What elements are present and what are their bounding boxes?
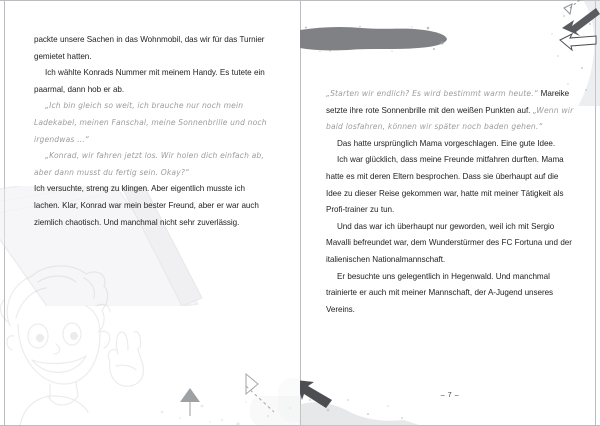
left-page-text-column — [34, 32, 270, 231]
paragraph: Ich versuchte, streng zu klingen. Aber eigentlich musste ich lachen. Klar, Konrad war mein bester Freund, aber er war auch ziemlich chaotisch. Und manchmal nicht sehr zuverlässig. — [34, 184, 259, 227]
paragraph: Ich war glücklich, dass meine Freunde mitfahren durften. Mama hatte es mit deren Eltern besprochen. Dass sie überhaupt auf die Idee zu dieser Reise gekommen war, hatte mit meiner Tätigkeit als Profi-trainer zu tun. — [326, 155, 564, 215]
paragraph: Das hatte ursprünglich Mama vorgeschlagen. Eine gute Idee. — [337, 138, 556, 148]
arrow-outline-small-icon — [564, 0, 582, 14]
right-page-text-column — [326, 86, 574, 318]
right-page — [300, 0, 600, 426]
arrow-outline-white-icon — [560, 34, 596, 50]
paragraph: Er besuchte uns gelegentlich in Hegenwald. Und manchmal trainierte er auch mit meiner Mannschaft, der A-Jugend unseres Vereins. — [326, 271, 554, 314]
paragraph-mixed — [326, 86, 574, 136]
speech-paragraph: „Ich bin gleich so weit, ich brauche nur noch mein Ladekabel, meinen Fanschal, meine Sonnenbrille und noch irgendwas …“ — [34, 101, 267, 144]
speech-paragraph: „Konrad, wir fahren jetzt los. Wir holen dich einfach ab, aber dann musst du fertig sein. Okay?“ — [34, 151, 264, 177]
chapter-title: KAPITEL 2 — [338, 7, 412, 18]
paragraph: Ich wählte Konrads Nummer mit meinem Handy. Es tutete ein paarmal, dann hob er ab. — [34, 68, 265, 94]
speech-run: „Starten wir endlich? Es wird bestimmt warm heute.“ — [326, 89, 541, 98]
speech-run: „Wenn wir bald losfahren, können wir später noch baden gehen.“ — [326, 105, 574, 132]
arrow-pin-icon — [180, 388, 200, 416]
page-gutter-divider — [300, 0, 301, 426]
paragraph: packte unsere Sachen in das Wohnmobil, das wir für das Turnier gemietet hatten. — [34, 35, 265, 61]
ink-splatter-decoration — [150, 372, 300, 426]
paragraph: Und das war ich überhaupt nur geworden, weil ich mit Sergio Mavalli befreundet war, dem Wunderstürmer des FC Fortuna und der italienischen Nationalmannschaft. — [326, 221, 572, 264]
plain-run: Mareike setzte ihre rote Sonnenbrille mit den weißen Punkten auf. — [326, 89, 570, 115]
chapter-banner-brushstroke — [300, 26, 448, 52]
page-number: – 7 – — [440, 392, 460, 399]
